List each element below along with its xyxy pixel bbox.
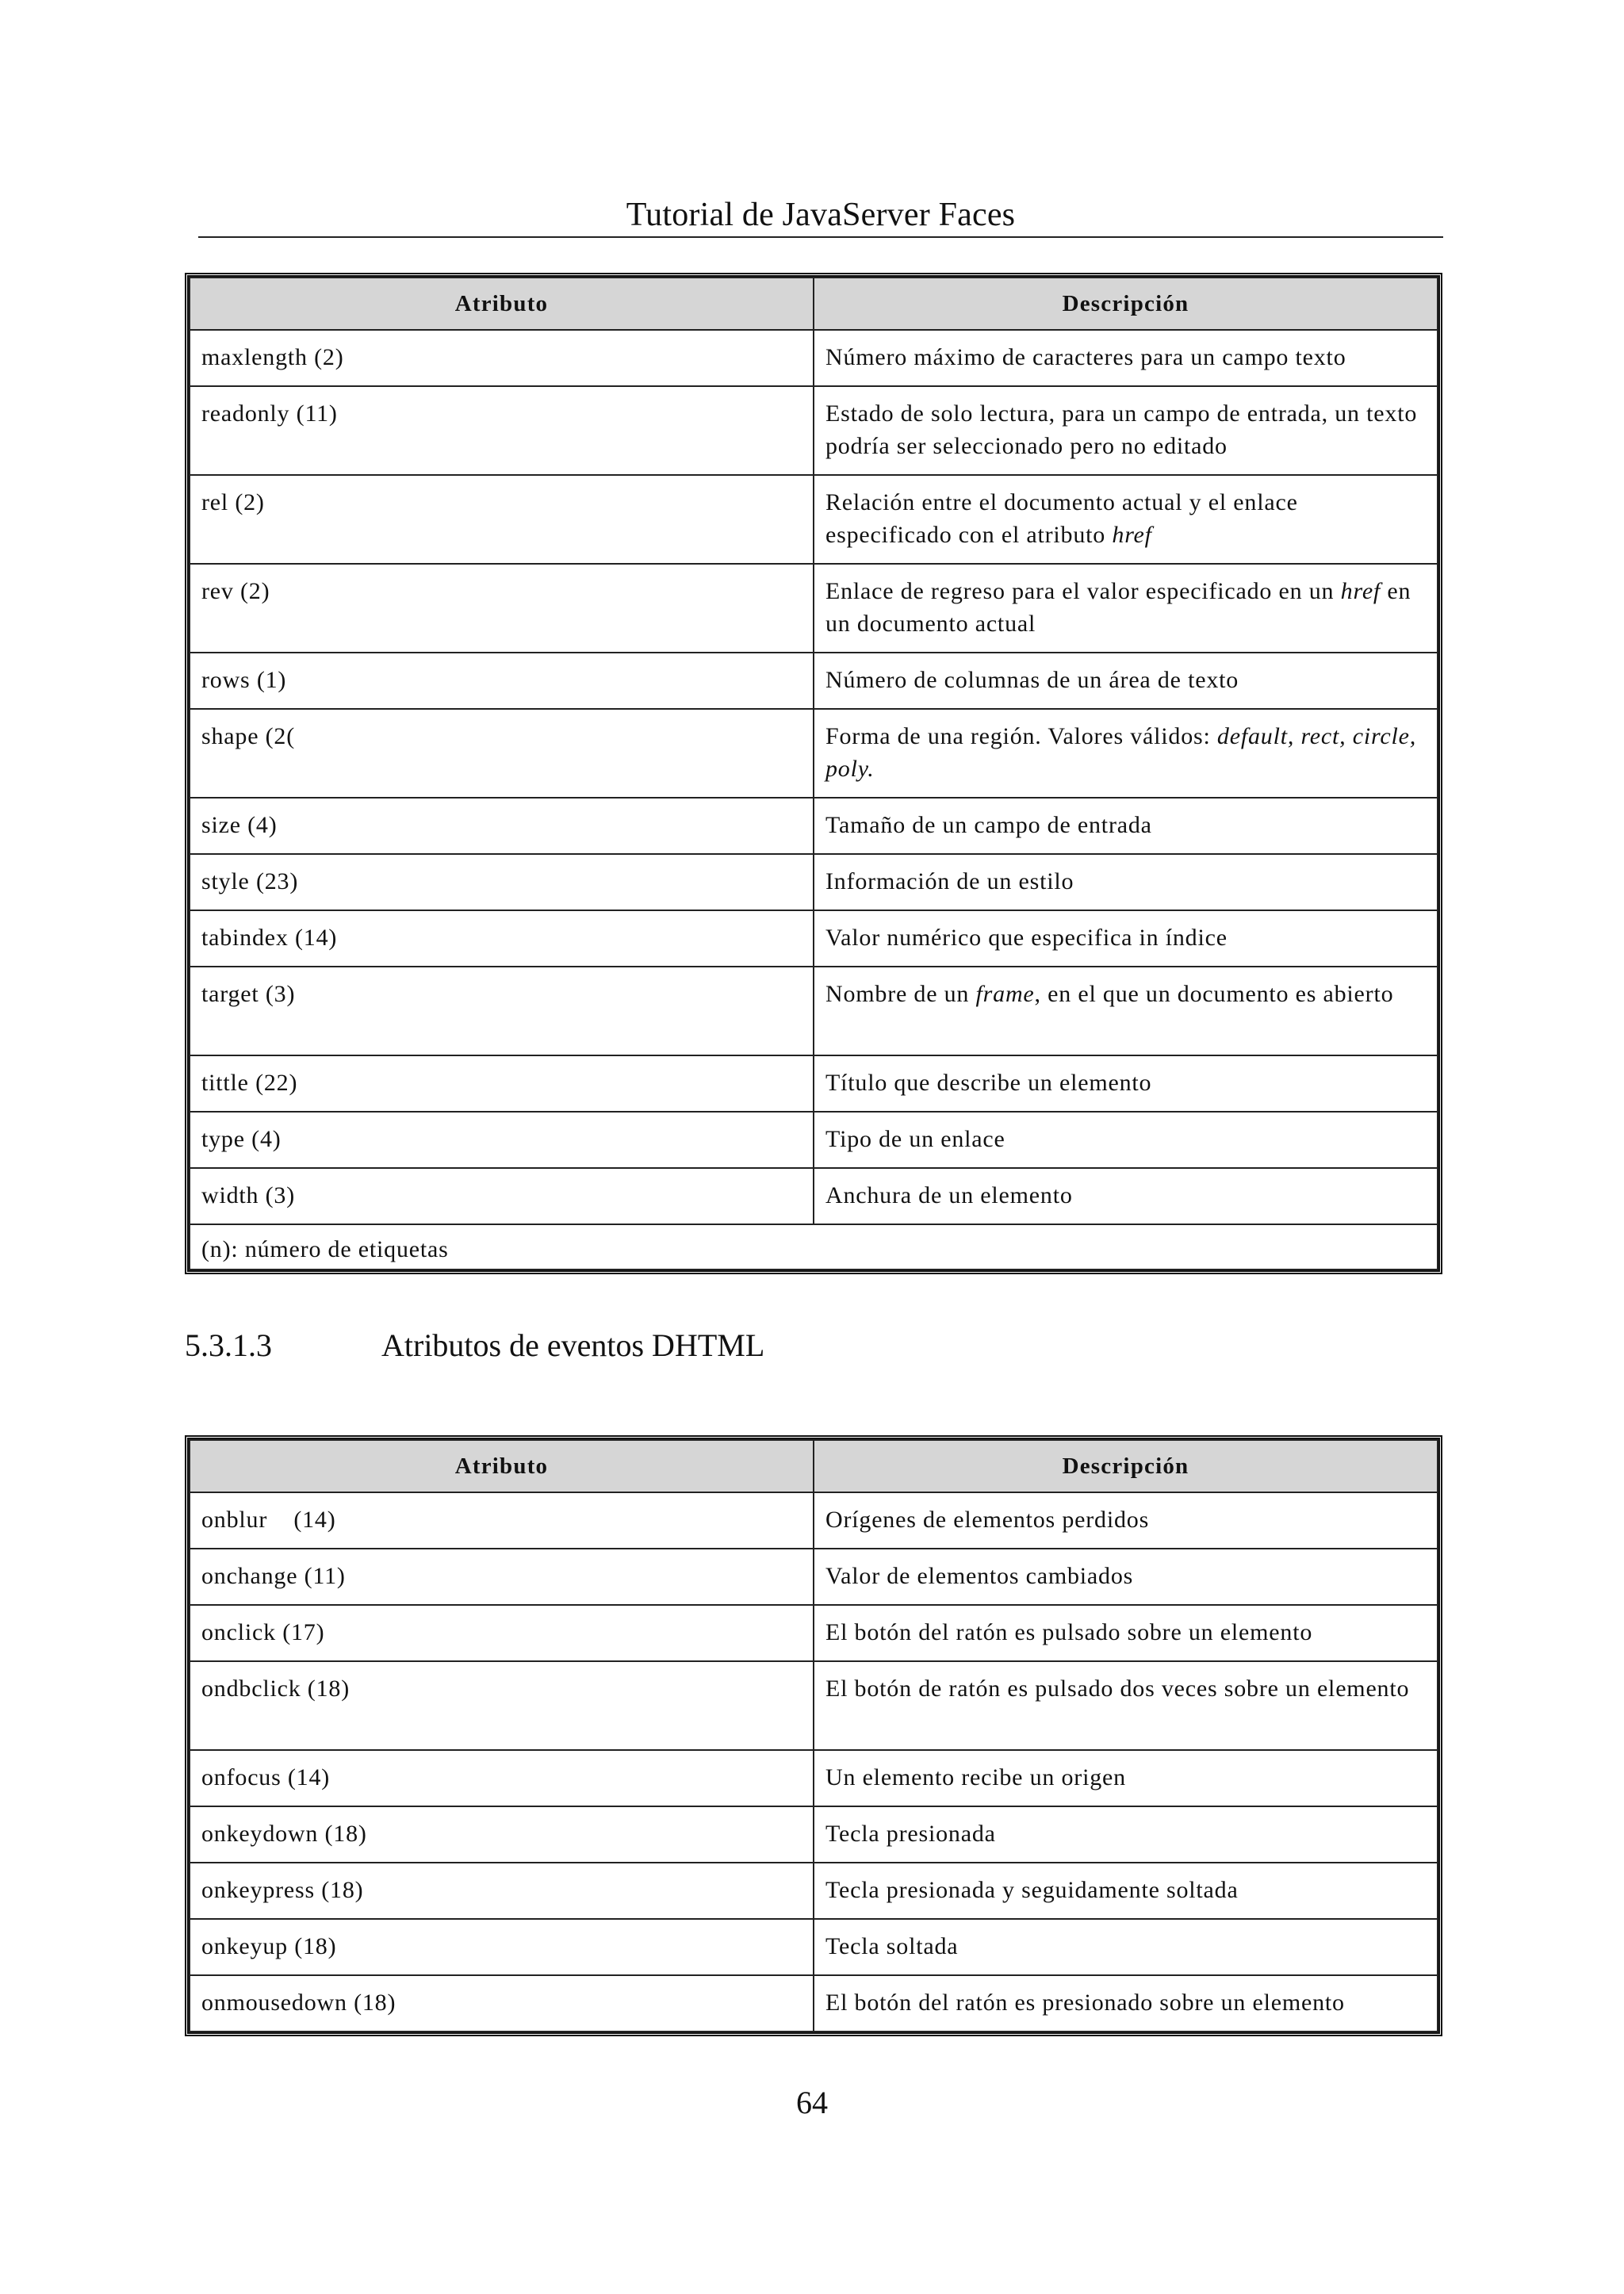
table-row <box>190 1168 1438 1224</box>
description-cell: Número de columnas de un área de texto <box>814 653 1438 709</box>
column-header-descripcion: Descripción <box>814 278 1438 330</box>
description-text: en un documento actual <box>825 578 1411 637</box>
description-cell: Tecla soltada <box>814 1919 1438 1975</box>
table-row <box>190 798 1438 854</box>
description-cell: Información de un estilo <box>814 854 1438 910</box>
description-text: Relación entre el documento actual y el enlace especificado con el atributo <box>825 489 1298 548</box>
description-cell: Estado de solo lectura, para un campo de entrada, un texto podría ser seleccionado pero no editado <box>814 386 1438 475</box>
description-emphasis: href <box>1340 578 1381 604</box>
header-rule <box>198 236 1443 238</box>
description-cell <box>814 967 1438 1055</box>
table-footnote-row <box>190 1224 1438 1270</box>
table-header-row <box>190 1440 1438 1492</box>
description-text: , en el que un documento es abierto <box>1034 981 1394 1007</box>
description-cell: Orígenes de elementos perdidos <box>814 1492 1438 1549</box>
section-number: 5.3.1.3 <box>185 1327 272 1363</box>
description-cell: Valor numérico que especifica in índice <box>814 910 1438 967</box>
attribute-cell: onclick (17) <box>190 1605 814 1661</box>
table-header-row <box>190 278 1438 330</box>
running-header: Tutorial de JavaServer Faces <box>626 197 1016 233</box>
table-row <box>190 475 1438 564</box>
table-row <box>190 1919 1438 1975</box>
description-cell: El botón del ratón es presionado sobre un elemento <box>814 1975 1438 2032</box>
attribute-cell: onkeypress (18) <box>190 1863 814 1919</box>
table-row <box>190 1806 1438 1863</box>
attribute-cell: onfocus (14) <box>190 1750 814 1806</box>
attribute-cell: style (23) <box>190 854 814 910</box>
description-cell: Tecla presionada y seguidamente soltada <box>814 1863 1438 1919</box>
attribute-cell: rel (2) <box>190 475 814 564</box>
attribute-cell: type (4) <box>190 1112 814 1168</box>
description-cell: Valor de elementos cambiados <box>814 1549 1438 1605</box>
section-title: Atributos de eventos DHTML <box>381 1327 765 1363</box>
description-cell: Un elemento recibe un origen <box>814 1750 1438 1806</box>
section-heading <box>185 1326 1136 1365</box>
attribute-cell: readonly (11) <box>190 386 814 475</box>
attribute-cell: tabindex (14) <box>190 910 814 967</box>
table-row <box>190 1661 1438 1750</box>
table-row <box>190 1750 1438 1806</box>
description-cell: Número máximo de caracteres para un campo texto <box>814 330 1438 386</box>
attribute-cell: onkeydown (18) <box>190 1806 814 1863</box>
attribute-cell: target (3) <box>190 967 814 1055</box>
attribute-cell: onkeyup (18) <box>190 1919 814 1975</box>
attribute-cell: maxlength (2) <box>190 330 814 386</box>
table-row <box>190 330 1438 386</box>
description-text: Forma de una región. Valores válidos: <box>825 723 1217 749</box>
table-row <box>190 1975 1438 2032</box>
description-cell: El botón de ratón es pulsado dos veces sobre un elemento <box>814 1661 1438 1750</box>
attribute-cell: width (3) <box>190 1168 814 1224</box>
table-row <box>190 1863 1438 1919</box>
attribute-cell: tittle (22) <box>190 1055 814 1112</box>
table-row <box>190 1605 1438 1661</box>
description-cell <box>814 709 1438 798</box>
description-cell: Anchura de un elemento <box>814 1168 1438 1224</box>
column-header-atributo: Atributo <box>190 278 814 330</box>
attribute-cell: onblur (14) <box>190 1492 814 1549</box>
description-cell: El botón del ratón es pulsado sobre un elemento <box>814 1605 1438 1661</box>
dhtml-events-table <box>185 1435 1442 2036</box>
attribute-cell: onmousedown (18) <box>190 1975 814 2032</box>
attributes-table <box>185 273 1442 1274</box>
table-row <box>190 709 1438 798</box>
attribute-cell: onchange (11) <box>190 1549 814 1605</box>
attribute-cell: ondbclick (18) <box>190 1661 814 1750</box>
description-emphasis: href <box>1112 522 1152 548</box>
table-row <box>190 854 1438 910</box>
table-row <box>190 1055 1438 1112</box>
description-cell: Tecla presionada <box>814 1806 1438 1863</box>
attribute-cell: rows (1) <box>190 653 814 709</box>
table-row <box>190 1492 1438 1549</box>
description-emphasis: default, rect, circle, poly. <box>825 723 1417 782</box>
attribute-cell: rev (2) <box>190 564 814 653</box>
description-text: Nombre de un <box>825 981 976 1007</box>
description-cell: Título que describe un elemento <box>814 1055 1438 1112</box>
description-cell <box>814 475 1438 564</box>
attribute-cell: size (4) <box>190 798 814 854</box>
table-row <box>190 1549 1438 1605</box>
table-row <box>190 910 1438 967</box>
table-row <box>190 564 1438 653</box>
description-cell: Tamaño de un campo de entrada <box>814 798 1438 854</box>
attribute-cell: shape (2( <box>190 709 814 798</box>
page-number: 64 <box>796 2085 828 2120</box>
table-footnote: (n): número de etiquetas <box>190 1224 1438 1270</box>
column-header-descripcion: Descripción <box>814 1440 1438 1492</box>
table-row <box>190 653 1438 709</box>
table-row <box>190 386 1438 475</box>
description-cell: Tipo de un enlace <box>814 1112 1438 1168</box>
description-cell <box>814 564 1438 653</box>
table-row <box>190 967 1438 1055</box>
table-row <box>190 1112 1438 1168</box>
description-emphasis: frame <box>975 981 1035 1007</box>
description-text: Enlace de regreso para el valor especificado en un <box>825 578 1341 604</box>
column-header-atributo: Atributo <box>190 1440 814 1492</box>
